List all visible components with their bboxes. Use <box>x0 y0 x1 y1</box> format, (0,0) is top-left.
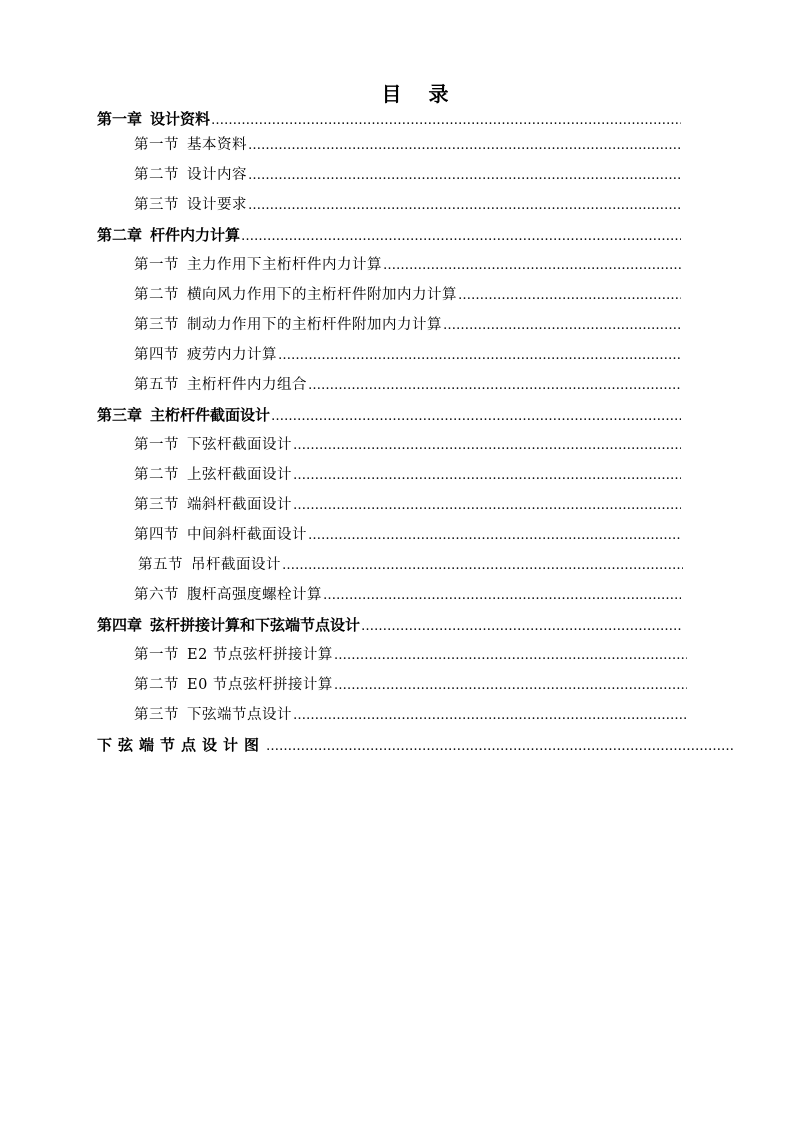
toc-section-4-1[interactable] <box>134 644 687 666</box>
section-title: 腹杆高强度螺栓计算 <box>187 587 322 603</box>
chapter-number: 第一章 <box>97 110 143 128</box>
section-title: 基本资料 <box>187 137 247 153</box>
section-number: 第五节 <box>134 377 179 393</box>
dot-leader <box>293 495 681 517</box>
toc-section-1-3[interactable] <box>134 194 681 216</box>
chapter-number: 第四章 <box>97 616 143 634</box>
dot-leader <box>361 616 681 638</box>
dot-leader <box>293 705 687 727</box>
dot-leader <box>241 226 681 248</box>
toc-section-2-3[interactable] <box>134 314 681 336</box>
dot-leader <box>248 135 681 157</box>
toc-section-1-2[interactable] <box>134 164 681 186</box>
dot-leader <box>271 406 681 428</box>
section-title: 下弦杆截面设计 <box>187 437 292 453</box>
toc-section-2-4[interactable] <box>134 344 681 366</box>
toc-section-3-5[interactable] <box>138 554 683 576</box>
toc-section-1-1[interactable] <box>134 134 681 156</box>
section-number: 第二节 <box>134 467 179 483</box>
page-title: 目 录 <box>381 82 459 106</box>
toc-section-4-2[interactable] <box>134 674 687 696</box>
toc-section-2-1[interactable] <box>134 254 681 276</box>
dot-leader <box>334 645 687 667</box>
section-number: 第一节 <box>134 437 179 453</box>
toc-section-3-6[interactable] <box>134 584 681 606</box>
section-number: 第一节 <box>134 257 179 273</box>
toc-section-3-4[interactable] <box>134 524 681 546</box>
section-number: 第三节 <box>134 707 179 723</box>
dot-leader <box>278 345 681 367</box>
section-number: 第四节 <box>134 527 179 543</box>
section-number: 第一节 <box>134 647 179 663</box>
toc-section-2-5[interactable] <box>134 374 681 396</box>
section-number: 第三节 <box>134 497 179 513</box>
section-number: 第二节 <box>134 677 179 693</box>
toc-section-3-1[interactable] <box>134 434 681 456</box>
dot-leader <box>323 585 681 607</box>
dot-leader <box>293 465 681 487</box>
toc-chapter-1[interactable] <box>97 108 681 130</box>
section-title: 上弦杆截面设计 <box>187 467 292 483</box>
toc-chapter-3[interactable] <box>97 404 681 426</box>
section-title: E2 节点弦杆拼接计算 <box>187 647 333 663</box>
toc-section-3-2[interactable] <box>134 464 681 486</box>
chapter-number: 第二章 <box>97 226 143 244</box>
section-title: 疲劳内力计算 <box>187 347 277 363</box>
dot-leader <box>211 110 681 132</box>
toc-section-3-3[interactable] <box>134 494 681 516</box>
dot-leader <box>266 736 735 758</box>
chapter-title: 主桁杆件截面设计 <box>150 406 271 424</box>
section-title: 横向风力作用下的主桁杆件附加内力计算 <box>187 287 457 303</box>
section-number: 第二节 <box>134 167 179 183</box>
section-number: 第六节 <box>134 587 179 603</box>
dot-leader <box>248 195 681 217</box>
appendix-title: 下弦端节点设计图 <box>97 736 266 754</box>
chapter-number: 第三章 <box>97 406 143 424</box>
section-number: 第一节 <box>134 137 179 153</box>
dot-leader <box>443 315 681 337</box>
section-title: 制动力作用下的主桁杆件附加内力计算 <box>187 317 442 333</box>
dot-leader <box>308 525 681 547</box>
section-number: 第四节 <box>134 347 179 363</box>
section-title: 下弦端节点设计 <box>187 707 292 723</box>
section-title: E0 节点弦杆拼接计算 <box>187 677 333 693</box>
toc-appendix-drawing[interactable] <box>97 734 735 756</box>
section-title: 设计要求 <box>187 197 247 213</box>
section-title: 设计内容 <box>187 167 247 183</box>
toc-chapter-4[interactable] <box>97 614 681 636</box>
dot-leader <box>308 375 681 397</box>
section-title: 吊杆截面设计 <box>191 557 281 573</box>
section-number: 第三节 <box>134 317 179 333</box>
chapter-title: 设计资料 <box>150 110 211 128</box>
dot-leader <box>383 255 681 277</box>
section-title: 中间斜杆截面设计 <box>187 527 307 543</box>
dot-leader <box>248 165 681 187</box>
toc-section-4-3[interactable] <box>134 704 687 726</box>
dot-leader <box>282 555 683 577</box>
toc-section-2-2[interactable] <box>134 284 681 306</box>
section-number: 第五节 <box>138 557 183 573</box>
toc-chapter-2[interactable] <box>97 224 681 246</box>
chapter-title: 杆件内力计算 <box>150 226 241 244</box>
dot-leader <box>334 675 687 697</box>
dot-leader <box>293 435 681 457</box>
section-title: 端斜杆截面设计 <box>187 497 292 513</box>
section-number: 第三节 <box>134 197 179 213</box>
section-number: 第二节 <box>134 287 179 303</box>
dot-leader <box>458 285 681 307</box>
section-title: 主桁杆件内力组合 <box>187 377 307 393</box>
section-title: 主力作用下主桁杆件内力计算 <box>187 257 382 273</box>
chapter-title: 弦杆拼接计算和下弦端节点设计 <box>150 616 361 634</box>
